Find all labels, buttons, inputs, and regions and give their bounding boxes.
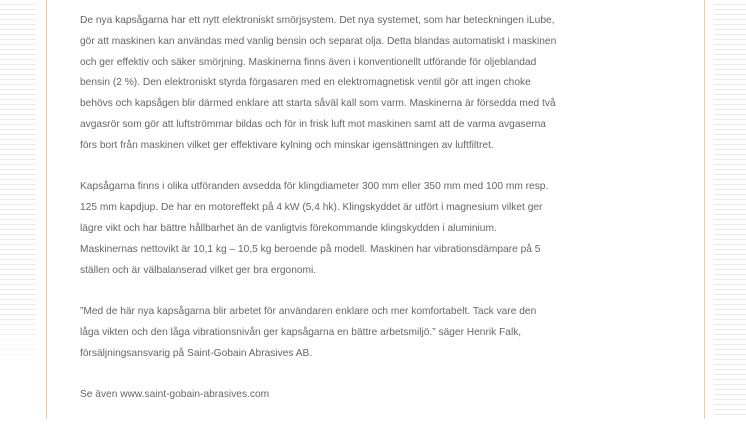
paragraph-2: [80, 177, 680, 281]
text-line: De nya kapsågarna har ett nytt elektroniskt smörjsystem. Det nya systemet, som har beteckningen iLube,: [80, 15, 555, 26]
article-body: [80, 11, 680, 427]
text-line: ställen och är välbalanserad vilket ger bra ergonomi.: [80, 264, 317, 276]
text-line: försäljningsansvarig på Saint-Gobain Abrasives AB.: [80, 347, 313, 359]
left-stripe-decoration: [0, 0, 36, 419]
text-line: lägre vikt och har bättre hållbarhet än de vanligtvis förekommande klingskydden i aluminium.: [80, 222, 497, 234]
text-line: behövs och kapsågen blir därmed enklare att starta såväl kall som varm. Maskinerna är försedda med två: [80, 98, 556, 110]
right-stripe-decoration: [714, 0, 746, 419]
text-line: 125 mm kapdjup. De har en motoreffekt på 4 kW (5,4 hk). Klingskyddet är utfört i magnesium vilket ger: [80, 202, 543, 214]
right-divider-line: [704, 0, 705, 419]
website-reference: Se även www.saint-gobain-abrasives.com: [80, 389, 270, 401]
text-line: förs bort från maskinen vilket ger effektivare kylning och minskar igensättningen av luftfiltret.: [80, 139, 494, 151]
left-divider-line: [46, 0, 47, 419]
text-line: avgasrör som gör att luftströmmar bildas och för in frisk luft mot maskinen samt att de varma avgaserna: [80, 118, 546, 130]
text-line: och ger effektiv och säker smörjning. Maskinerna finns även i konventionellt utförande för oljeblandad: [80, 56, 537, 68]
text-line: ”Med de här nya kapsågarna blir arbetet för användaren enklare och mer komfortabelt. Tack vare den: [80, 306, 537, 318]
paragraph-4-link-reference: [80, 385, 680, 406]
text-line: Maskinernas nettovikt är 10,1 kg – 10,5 kg beroende på modell. Maskinen har vibrationsdämpare på 5: [80, 243, 541, 255]
text-line: låga vikten och den låga vibrationsnivån ger kapsågarna en bättre arbetsmiljö.” säger Henrik Falk,: [80, 326, 522, 338]
paragraph-3-quote: [80, 302, 680, 364]
text-line: gör att maskinen kan användas med vanlig bensin och separat olja. Detta blandas automatiskt i maskinen: [80, 35, 557, 47]
paragraph-1: [80, 11, 680, 157]
text-line: Kapsågarna finns i olika utföranden avsedda för klingdiameter 300 mm eller 350 mm med 100 mm resp.: [80, 181, 549, 193]
text-line: bensin (2 %). Den elektroniskt styrda förgasaren med en elektromagnetisk ventil gör att ingen choke: [80, 77, 531, 89]
